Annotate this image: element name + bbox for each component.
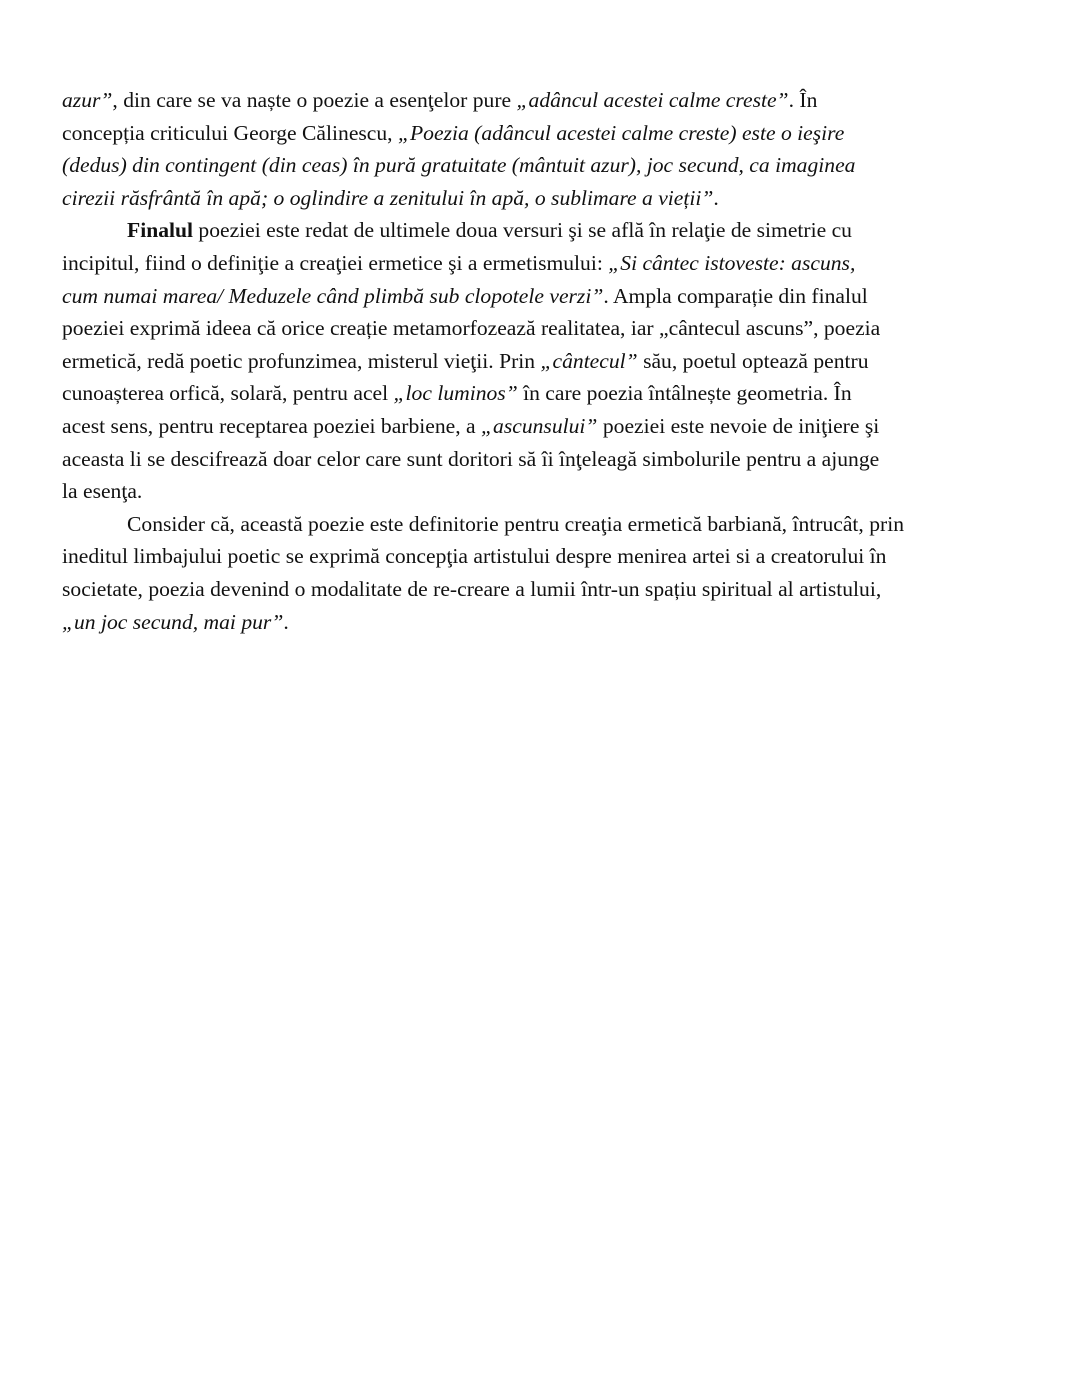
text-line (62, 149, 1022, 182)
text-line (62, 84, 1022, 117)
text-line (62, 443, 1022, 476)
italic-quote: „Poezia (adâncul acestei calme creste) este o ieşire (397, 120, 845, 145)
text-run: . În (788, 88, 818, 112)
text-line (62, 214, 1022, 247)
document-page (62, 84, 1022, 638)
text-line (62, 377, 1022, 410)
bold-term: Finalul (127, 218, 194, 243)
italic-quote: „cântecul” (540, 348, 638, 373)
text-line (62, 508, 1022, 541)
italic-quote: cum numai marea/ Meduzele când plimbă sub clopotele verzi” (62, 283, 604, 308)
text-line (62, 117, 1022, 150)
text-run: său, poetul optează pentru (637, 348, 869, 373)
text-run: concepția criticului George Călinescu, (62, 120, 398, 145)
italic-quote: cirezii răsfrântă în apă; o oglindire a zenitului în apă, o sublimare a vieții” (62, 185, 714, 210)
paragraph-intro (62, 84, 1022, 214)
text-run: în care poezia întâlnește geometria. În (517, 381, 852, 406)
text-line (62, 410, 1022, 443)
text-run: , din care se va naște o poezie a esenţelor pure (112, 88, 517, 112)
italic-quote: „Si cântec istoveste: ascuns, (608, 250, 856, 275)
text-line (62, 475, 1022, 508)
text-run: Consider că, această poezie este definitorie pentru creaţia ermetică barbiană, întrucât, prin (127, 511, 904, 536)
text-run: cunoașterea orfică, solară, pentru acel (62, 381, 394, 406)
text-run: ermetică, redă poetic profunzimea, misterul vieţii. Prin (62, 348, 541, 373)
text-line (62, 182, 1022, 215)
text-line (62, 540, 1022, 573)
paragraph-conclusion (62, 508, 1022, 638)
italic-quote: „adâncul acestei calme creste” (516, 88, 789, 112)
text-run: . (713, 185, 719, 210)
text-line (62, 280, 1022, 313)
text-line (62, 345, 1022, 378)
text-run: acest sens, pentru receptarea poeziei barbiene, a (62, 413, 482, 438)
italic-quote: „ascunsului” (481, 413, 598, 438)
text-run: . (283, 609, 289, 634)
text-run: ineditul limbajului poetic se exprimă concepţia artistului despre menirea artei si a creatorului în (62, 544, 887, 569)
text-run: poeziei exprimă ideea că orice creație metamorfozează realitatea, iar „cântecul ascuns”, poezia (62, 316, 881, 341)
text-line (62, 312, 1022, 345)
text-run: poeziei este nevoie de iniţiere şi (597, 413, 880, 438)
italic-quote: „un joc secund, mai pur” (62, 609, 284, 634)
italic-quote: (dedus) din contingent (din ceas) în pură gratuitate (mântuit azur), joc secund, ca imaginea (62, 153, 856, 178)
text-run: societate, poezia devenind o modalitate de re-creare a lumii într-un spațiu spiritual al artistului, (62, 576, 882, 601)
text-run: aceasta li se descifrează doar celor care sunt doritori să îi înţeleagă simbolurile pentru a ajunge (62, 446, 880, 471)
text-run: incipitul, fiind o definiţie a creaţiei ermetice şi a ermetismului: (62, 250, 609, 275)
text-run: poeziei este redat de ultimele doua versuri şi se află în relaţie de simetrie cu (193, 218, 852, 243)
text-line (62, 606, 1022, 639)
text-line (62, 573, 1022, 606)
text-line (62, 247, 1022, 280)
text-run: la esenţa. (62, 479, 143, 504)
italic-quote: „loc luminos” (393, 381, 518, 406)
italic-quote: azur” (62, 88, 113, 112)
paragraph-finalul (62, 214, 1022, 507)
text-run: . Ampla comparație din finalul (603, 283, 868, 308)
